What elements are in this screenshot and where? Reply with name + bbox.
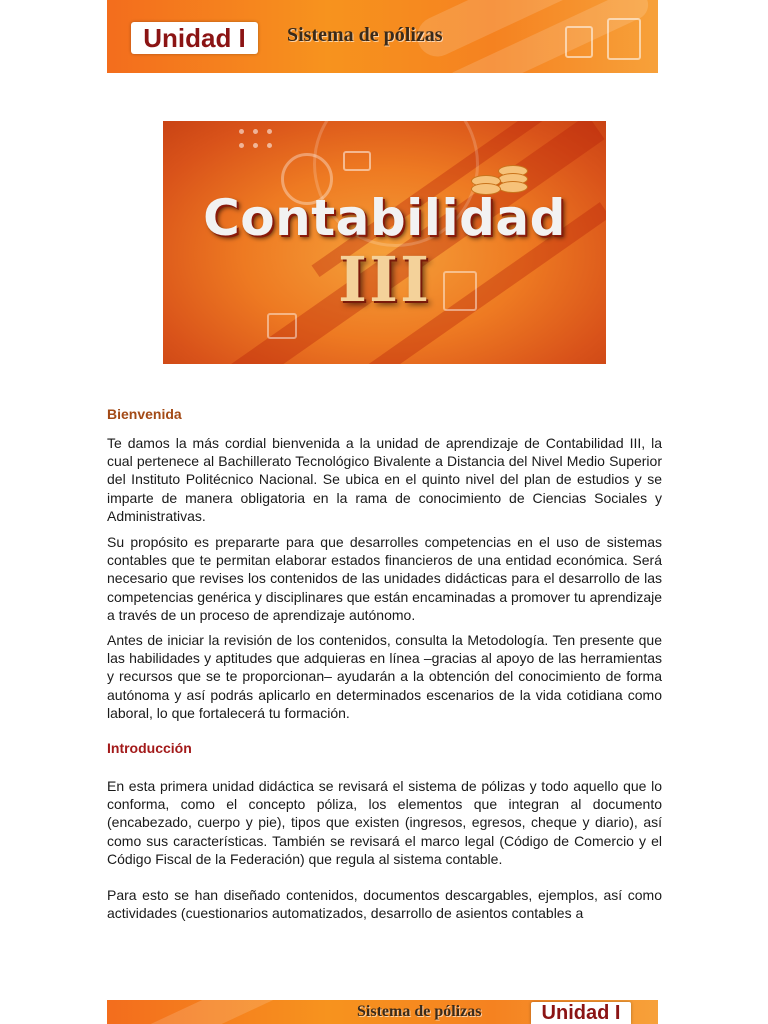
envelope-icon — [343, 151, 371, 171]
footer-banner — [107, 1000, 658, 1024]
footer-title: Sistema de pólizas — [357, 1003, 482, 1020]
introduccion-heading: Introducción — [107, 740, 192, 756]
calculator-icon — [607, 18, 641, 60]
document-icon — [565, 26, 593, 58]
introduccion-paragraph: En esta primera unidad didáctica se revisará el sistema de pólizas y todo aquello que lo conforma, como el concepto póliza, los elementos que integran al documento (encabezado, cuerpo y pie), tipos que existen (ingresos, egresos, cheque y diario), así como sus características. También se revisará el marco legal (Código de Comercio y el Código Fiscal de la Federación) que regula al sistema contable. — [107, 778, 662, 867]
unit-label: Unidad I — [131, 22, 258, 54]
banner-title: Sistema de pólizas — [287, 24, 443, 46]
hero-numeral: III — [337, 243, 431, 316]
header-banner — [107, 0, 658, 73]
bar-chart-icon — [267, 313, 297, 339]
bienvenida-heading: Bienvenida — [107, 406, 182, 422]
bienvenida-paragraph: Antes de iniciar la revisión de los contenidos, consulta la Metodología. Ten presente que las habilidades y aptitudes que adquieras en línea –gracias al apoyo de las herramientas y recursos que se te proporcionan– ayudarán a la obtención del conocimiento de forma autónoma y así podrás aplicarlo en determinados escenarios de la vida cotidiana como laboral, lo que fortalecerá tu formación. — [107, 632, 662, 721]
bienvenida-paragraph: Su propósito es prepararte para que desarrolles competencias en el uso de sistemas contables que te permitan elaborar estados financieros de una entidad económica. Será necesario que revises los contenidos de las unidades didácticas para el desarrollo de las competencias genérica y disciplinares que están encaminadas a promover tu aprendizaje a través de un proceso de aprendizaje autónomo. — [107, 534, 662, 623]
bienvenida-paragraph: Te damos la más cordial bienvenida a la unidad de aprendizaje de Contabilidad III, la cual pertenece al Bachillerato Tecnológico Bivalente a Distancia del Nivel Medio Superior del Instituto Politécnico Nacional. Se ubica en el quinto nivel del plan de estudios y se imparte de manera obligatoria en la rama de conocimiento de Ciencias Sociales y Administrativas. — [107, 435, 662, 524]
footer-unit-label: Unidad I — [531, 1002, 631, 1024]
hero-title: Contabilidad — [203, 189, 566, 247]
introduccion-paragraph: Para esto se han diseñado contenidos, documentos descargables, ejemplos, así como actividades (cuestionarios automatizados, desarrollo de asientos contables a — [107, 887, 662, 922]
hero-image — [163, 121, 606, 364]
